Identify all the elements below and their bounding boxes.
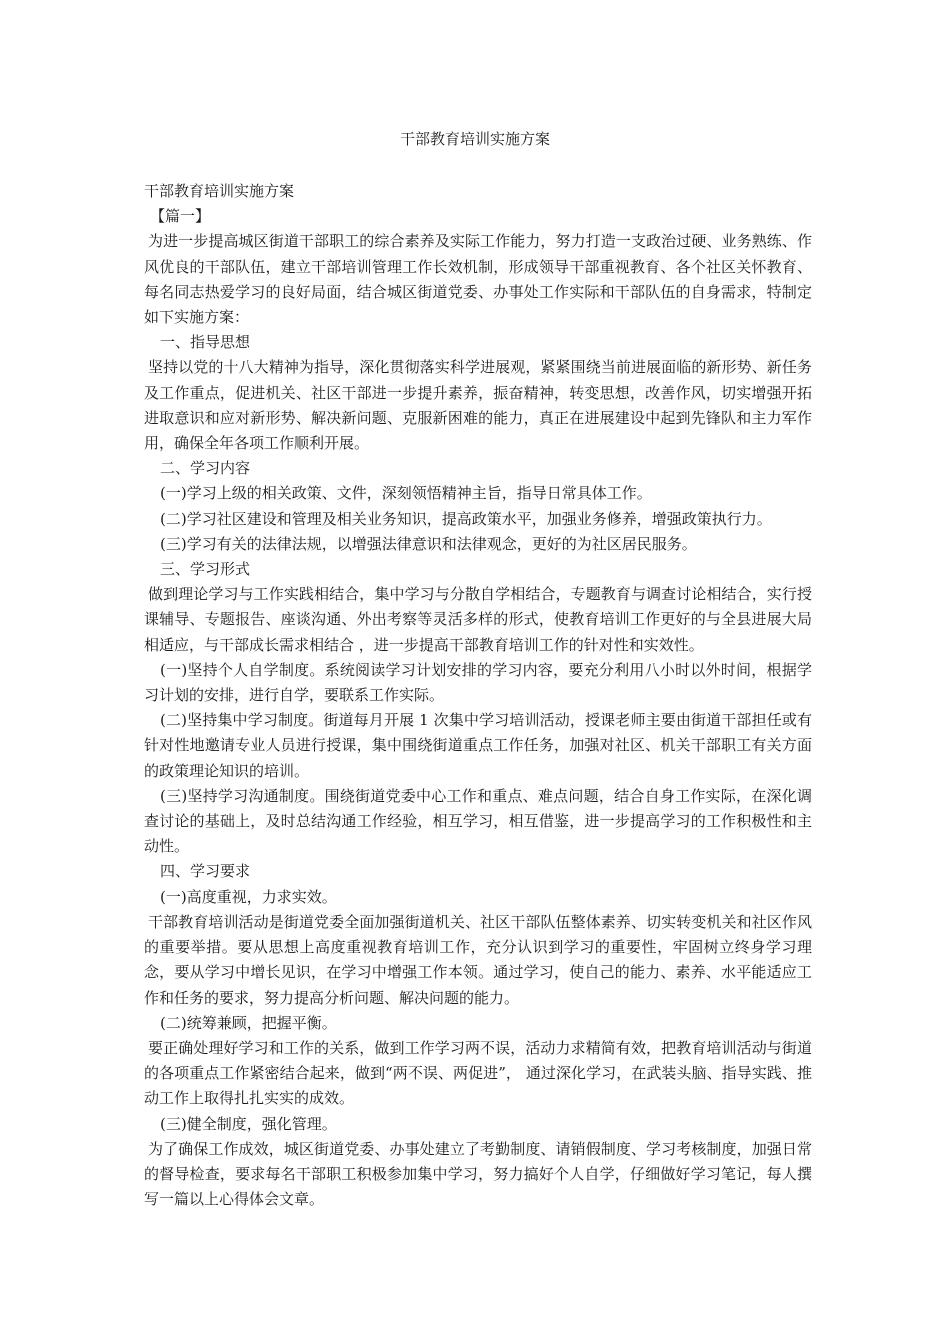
learning-content-item: (三)学习有关的法律法规，以增强法律意识和法律观念，更好的为社区居民服务。 [160, 534, 697, 553]
document-title: 干部教育培训实施方案 [399, 130, 550, 148]
section-heading-learning-requirements: 四、学习要求 [160, 862, 251, 881]
requirement-heading-1: (一)高度重视，力求实效。 [160, 887, 337, 906]
learning-content-item: (一)学习上级的相关政策、文件，深刻领悟精神主旨，指导日常具体工作。 [160, 484, 652, 503]
learning-form-item: (一)坚持个人自学制度。系统阅读学习计划安排的学习内容，要充分利用八小时以外时间，根据学习计划的安排，进行自学，要联系工作实际。 [144, 660, 812, 705]
learning-form-paragraph: 做到理论学习与工作实践相结合，集中学习与分散自学相结合，专题教育与调查讨论相结合，实行授课辅导、专题报告、座谈沟通、外出考察等灵活多样的形式，使教育培训工作更好的与全县进展大局相适应，与干部成长需求相结合 ，进一步提高干部教育培训工作的针对性和实效性。 [144, 585, 812, 654]
learning-form-item: (三)坚持学习沟通制度。围绕街道党委中心工作和重点、难点问题，结合自身工作实际，在深化调查讨论的基础上，及时总结沟通工作经验，相互学习，相互借鉴，进一步提高学习的工作积极性和主动性。 [144, 786, 812, 856]
section-heading-learning-content: 二、学习内容 [160, 459, 251, 478]
requirement-heading-3: (三)健全制度，强化管理。 [160, 1114, 337, 1133]
requirement-paragraph-1: 干部教育培训活动是街道党委全面加强街道机关、社区干部队伍整体素养、切实转变机关和社区作风的重要举措。要从思想上高度重视教育培训工作，充分认识到学习的重要性，牢固树立终身学习理念，要从学习中增长见识，在学习中增强工作本领。通过学习，使自己的能力、素养、水平能适应工作和任务的要求，努力提高分析问题、解决问题的能力。 [144, 912, 812, 1007]
section-heading-guiding-ideology: 一、指导思想 [160, 333, 251, 352]
requirement-paragraph-3: 为了确保工作成效，城区街道党委、办事处建立了考勤制度、请销假制度、学习考核制度，加强日常的督导检查，要求每名干部职工积极参加集中学习，努力搞好个人自学，仔细做好学习笔记，每人撰写一篇以上心得体会文章。 [144, 1139, 812, 1209]
intro-paragraph: 为进一步提高城区街道干部职工的综合素养及实际工作能力，努力打造一支政治过硬、业务熟练、作风优良的干部队伍，建立干部培训管理工作长效机制，形成领导干部重视教育、各个社区关怀教育、每名同志热爱学习的良好局面，结合城区街道党委、办事处工作实际和干部队伍的自身需求，特制定如下实施方案： [144, 232, 812, 327]
section-heading-learning-form: 三、学习形式 [160, 560, 251, 579]
document-subtitle: 干部教育培训实施方案 [144, 182, 295, 200]
requirement-paragraph-2: 要正确处理好学习和工作的关系，做到工作学习两不误，活动力求精简有效，把教育培训活动与街道的各项重点工作紧密结合起来，做到“两不误、两促进”， 通过深化学习，在武装头脑、指导实践、推动工作上取得扎扎实实的成效。 [144, 1038, 812, 1108]
learning-content-item: (二)学习社区建设和管理及相关业务知识，提高政策水平，加强业务修养，增强政策执行力。 [160, 509, 772, 528]
section-tag: 【篇一】 [150, 207, 211, 226]
document-body [144, 179, 812, 1212]
learning-form-item: (二)坚持集中学习制度。街道每月开展 1 次集中学习培训活动，授课老师主要由街道干部担任或有针对性地邀请专业人员进行授课，集中围绕街道重点工作任务，加强对社区、机关干部职工有关方面的政策理论知识的培训。 [144, 711, 812, 780]
guiding-ideology-paragraph: 坚持以党的十八大精神为指导，深化贯彻落实科学进展观，紧紧围绕当前进展面临的新形势、新任务及工作重点，促进机关、社区干部进一步提升素养，振奋精神，转变思想，改善作风，切实增强开拓进取意识和应对新形势、解决新问题、克服新困难的能力，真正在进展建设中起到先锋队和主力军作用，确保全年各项工作顺利开展。 [144, 358, 812, 453]
requirement-heading-2: (二)统筹兼顾，把握平衡。 [160, 1013, 337, 1032]
